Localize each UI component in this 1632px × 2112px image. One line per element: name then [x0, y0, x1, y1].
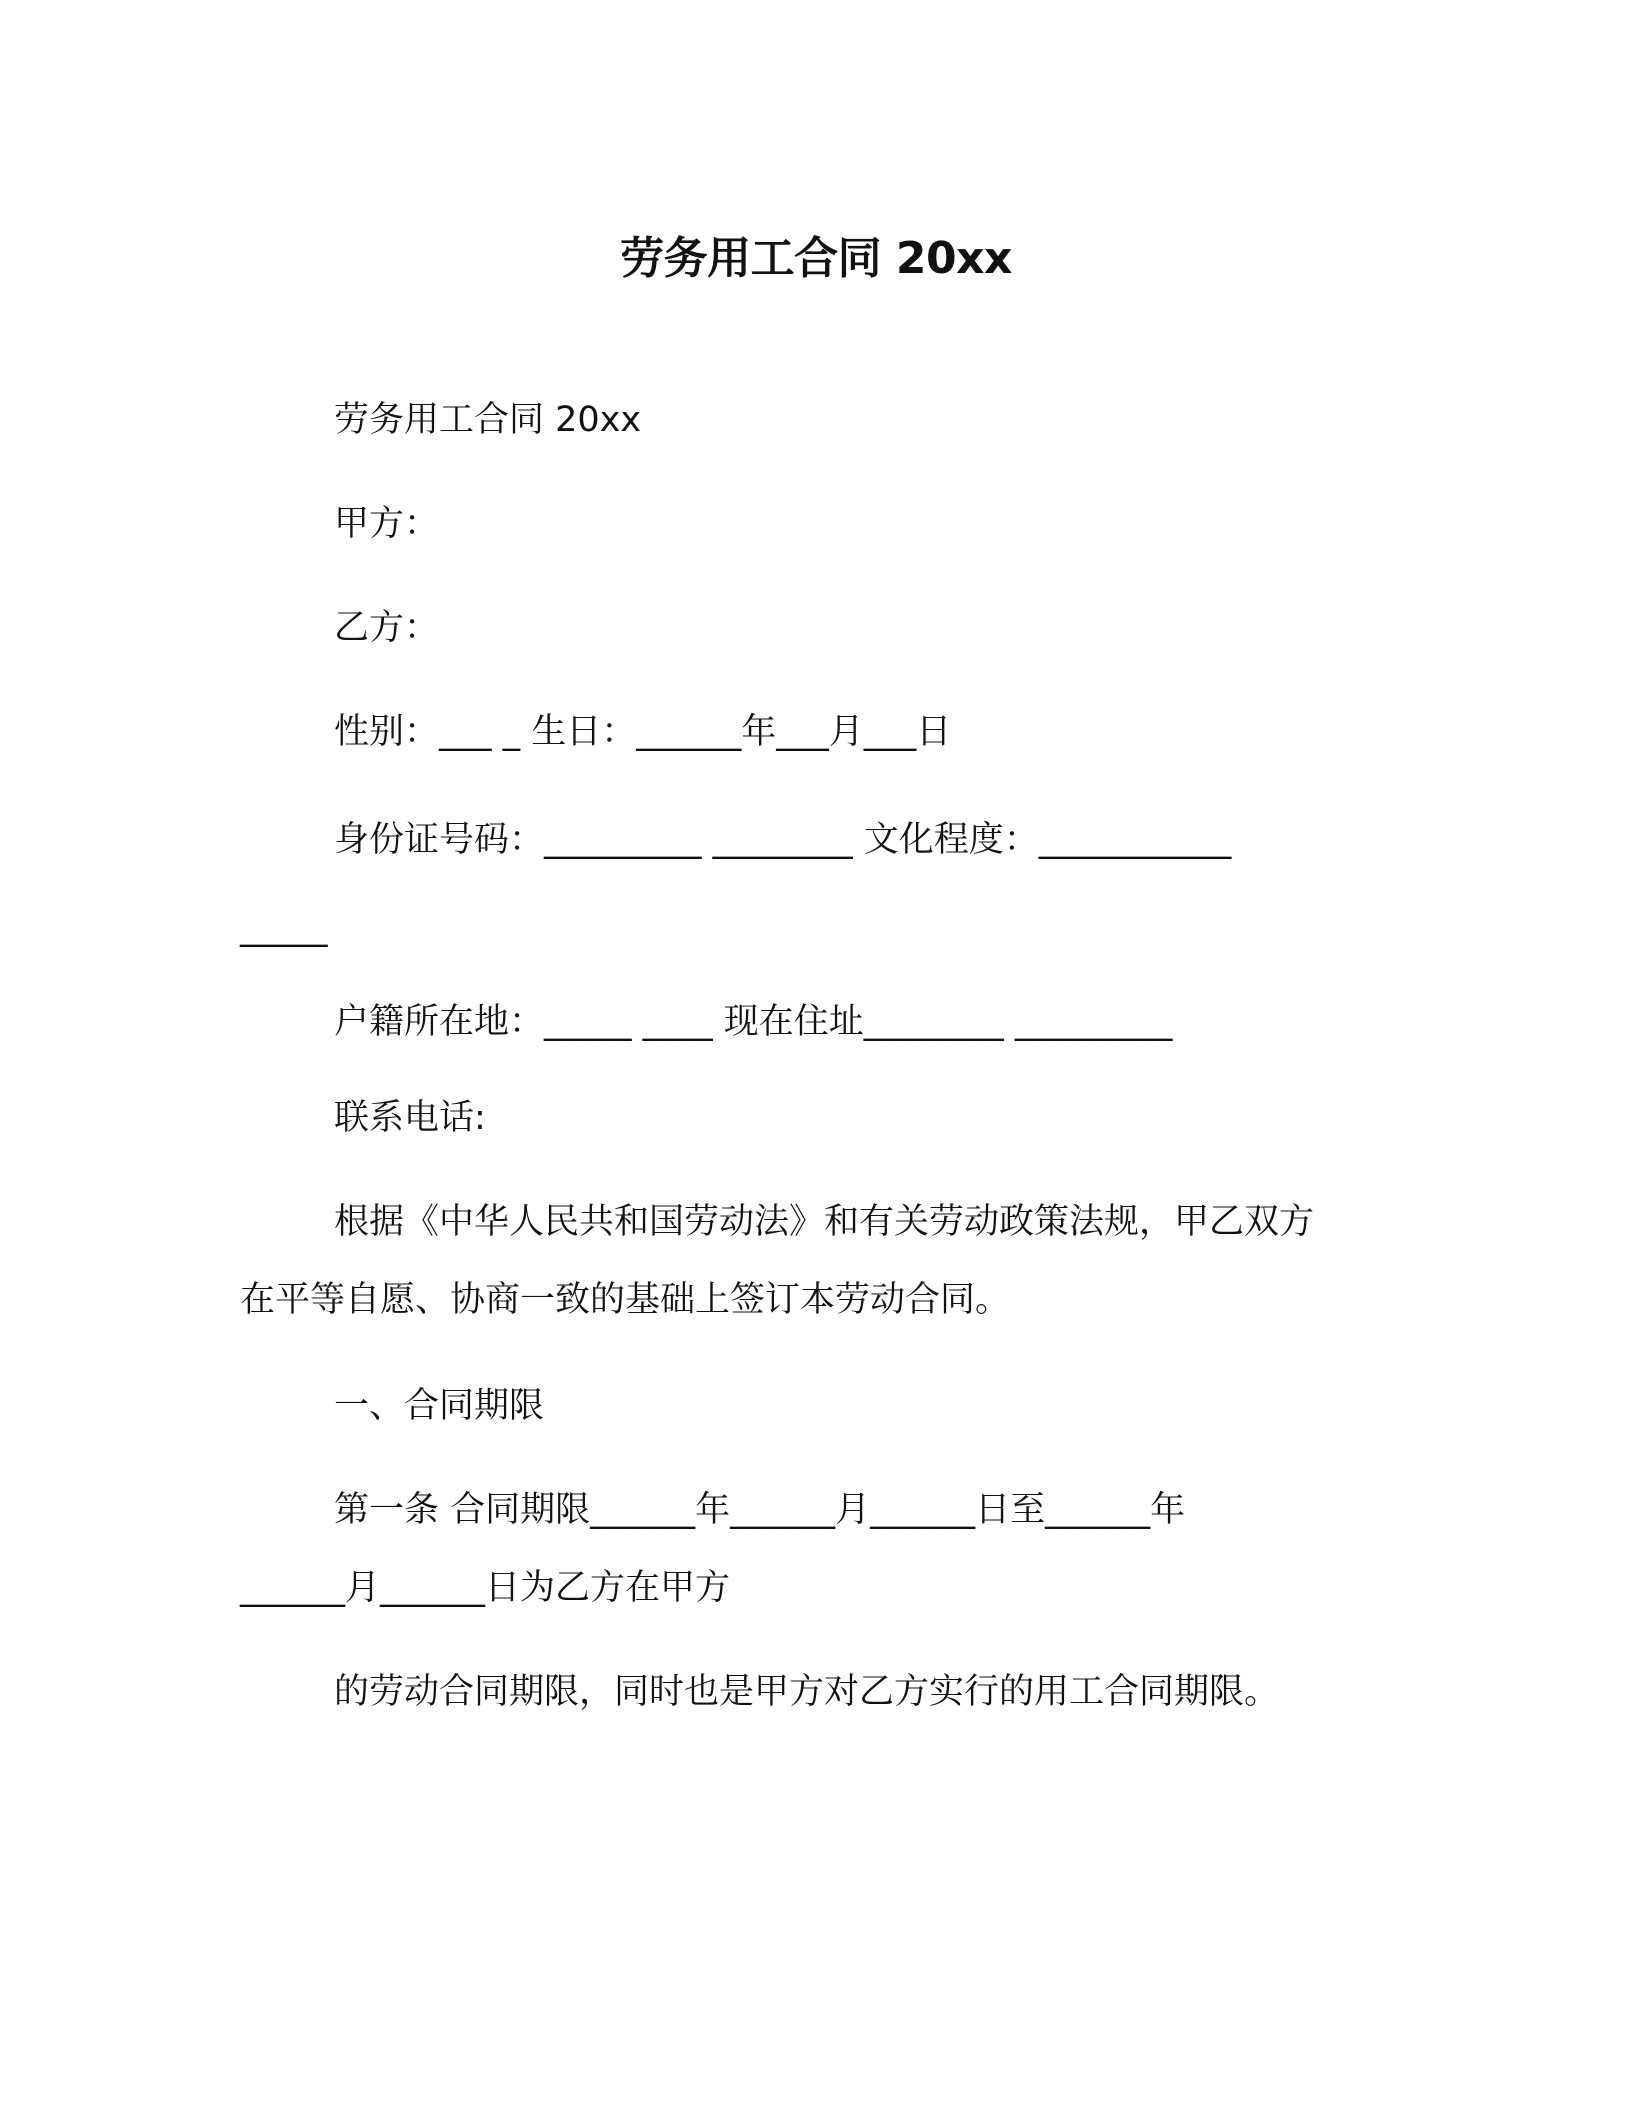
party-a-line: 甲方：: [334, 504, 440, 544]
id-education-continuation: _____: [240, 908, 328, 948]
subtitle-line: 劳务用工合同 20xx: [334, 400, 642, 440]
basis-paragraph-line-1: 根据《中华人民共和国劳动法》和有关劳动政策法规，甲乙双方: [334, 1202, 1315, 1242]
section-heading-term: 一、合同期限: [334, 1386, 545, 1426]
id-education-line: 身份证号码：_________ ________ 文化程度：___________: [334, 820, 1232, 860]
contact-phone-line: 联系电话:: [334, 1098, 486, 1138]
basis-paragraph-line-2: 在平等自愿、协商一致的基础上签订本劳动合同。: [240, 1280, 1011, 1320]
document-title: 劳务用工合同 20xx: [620, 233, 1012, 284]
article-one-line-3: 的劳动合同期限，同时也是甲方对乙方实行的用工合同期限。: [334, 1672, 1280, 1712]
party-b-line: 乙方：: [334, 608, 440, 648]
residence-address-line: 户籍所在地：_____ ____ 现在住址________ _________: [334, 1002, 1173, 1042]
article-one-line-1: 第一条 合同期限______年______月______日至______年: [334, 1490, 1186, 1530]
article-one-line-2: ______月______日为乙方在甲方: [240, 1568, 731, 1608]
gender-birthday-line: 性别：___ _ 生日：______年___月___日: [334, 712, 952, 752]
